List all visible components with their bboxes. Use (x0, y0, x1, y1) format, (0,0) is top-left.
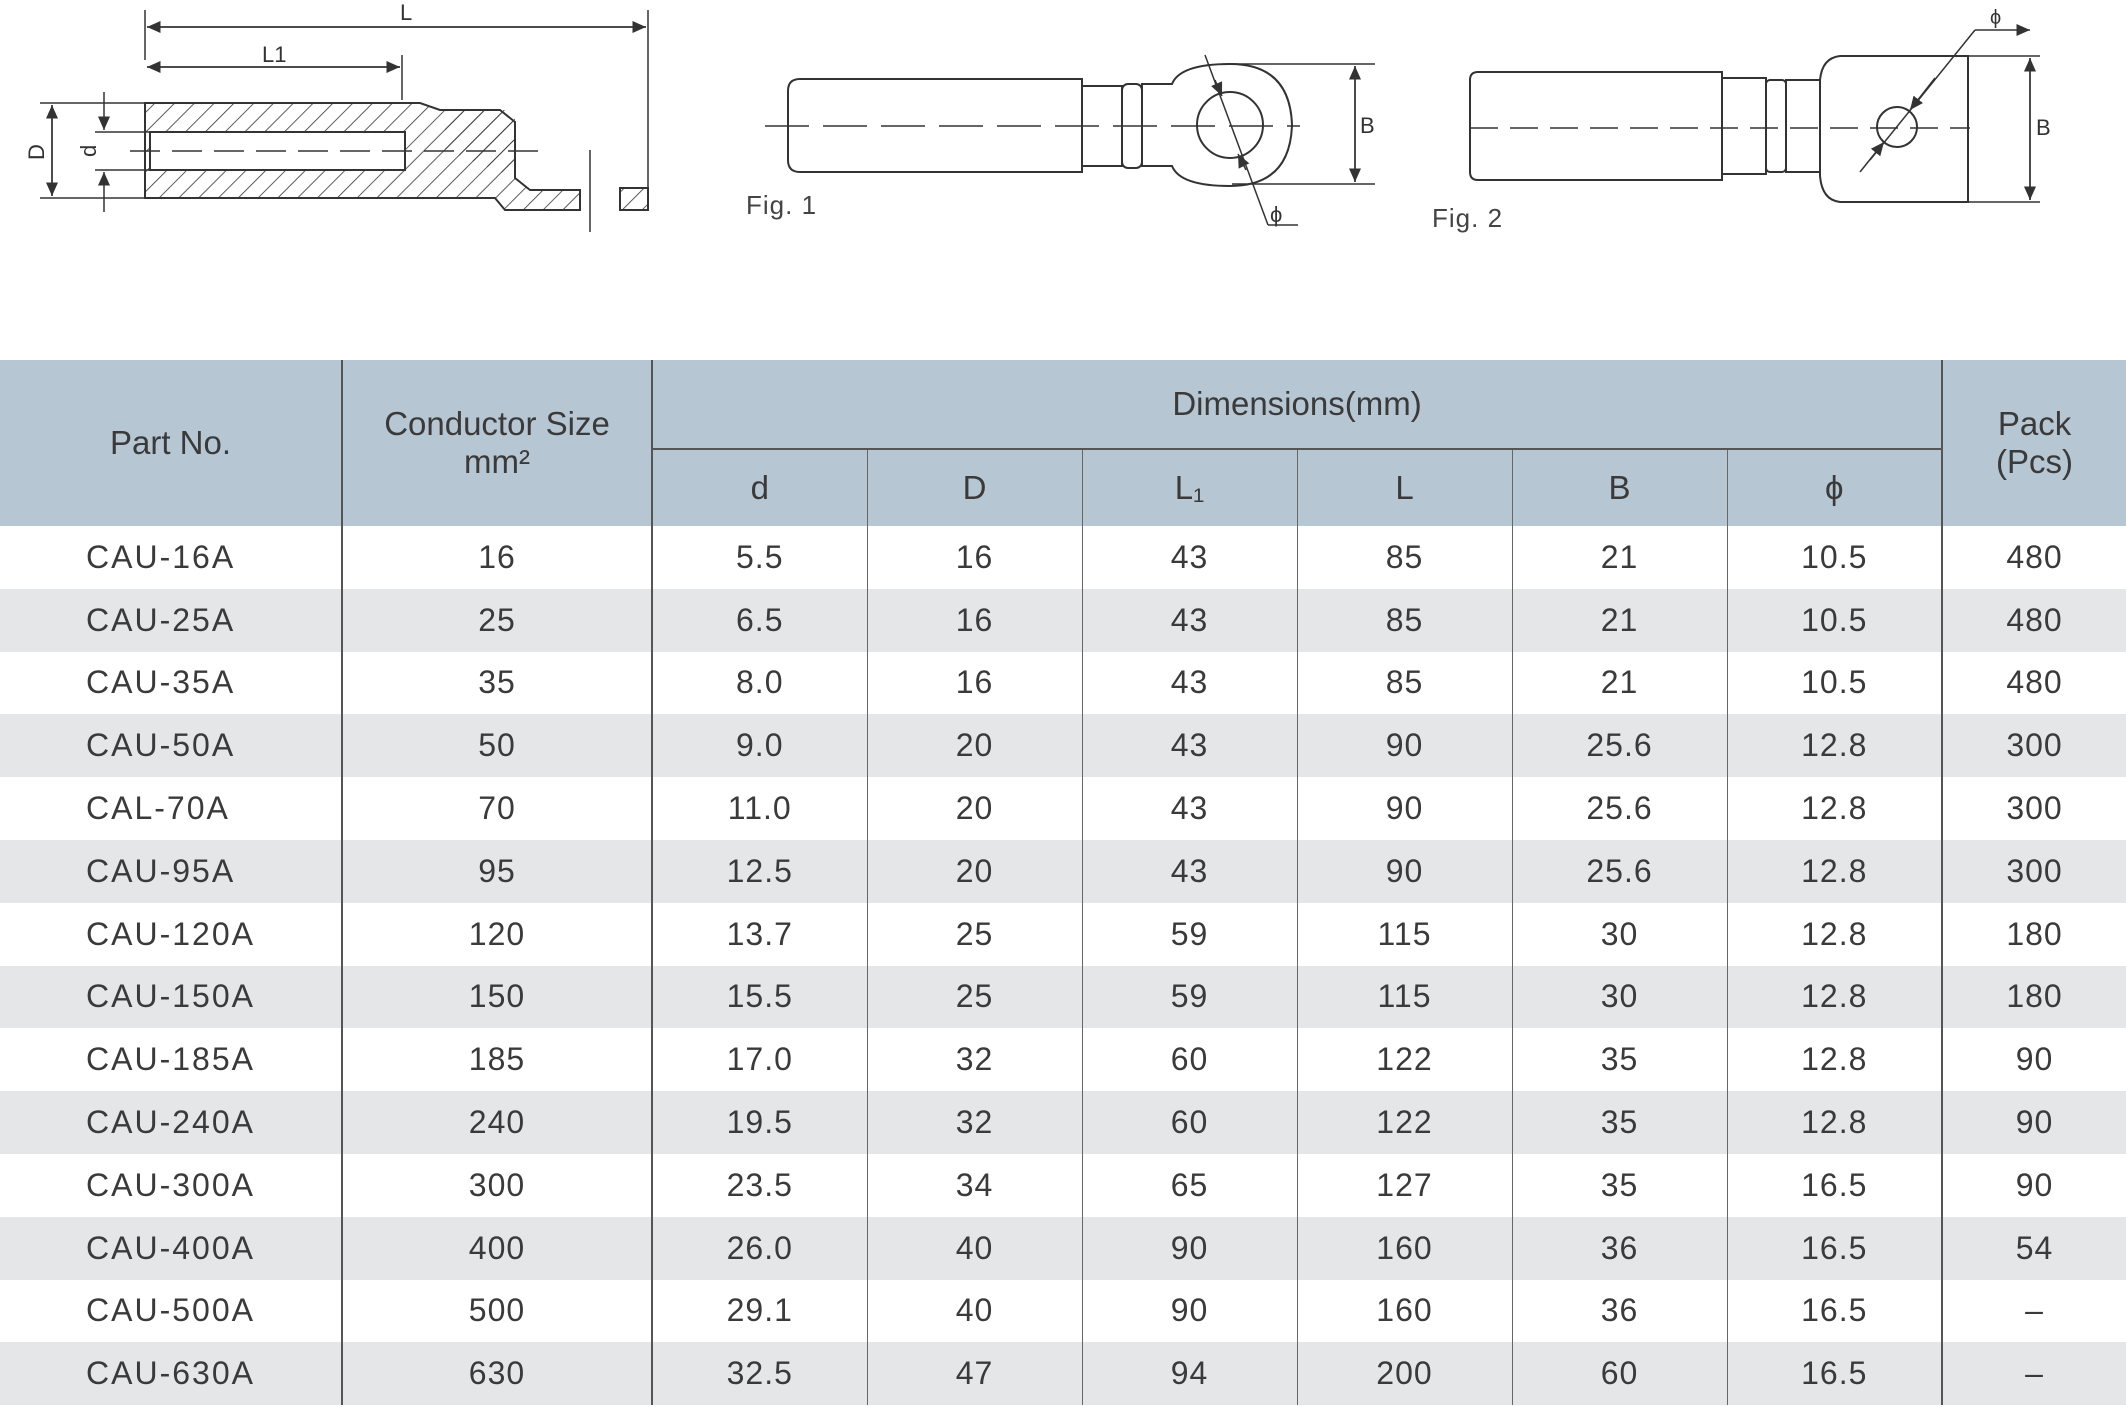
fig1-drawing (765, 55, 1375, 227)
table-cell: 32 (867, 1091, 1082, 1154)
table-cell: 30 (1512, 903, 1727, 966)
table-cell: 12.8 (1727, 777, 1942, 840)
table-cell: 90 (1297, 840, 1512, 903)
fig2-label: Fig. 2 (1432, 203, 1504, 233)
table-row (0, 589, 2126, 652)
table-cell: 60 (1082, 1028, 1297, 1091)
table-cell: 90 (2015, 1041, 2054, 1078)
table-cell: 12.5 (652, 840, 867, 903)
table-cell: 12.8 (1727, 903, 1942, 966)
table-cell: 47 (867, 1342, 1082, 1405)
subheader-cell: D (867, 449, 1082, 526)
table-cell: 8.0 (736, 664, 784, 701)
table-row (0, 840, 2126, 903)
table-cell: CAU-500A (0, 1280, 342, 1343)
table-cell: 20 (867, 840, 1082, 903)
dim-label-phi-fig2: ϕ (1990, 7, 2002, 29)
table-cell: 15.5 (652, 966, 867, 1029)
subheader-cell: B (1512, 449, 1727, 526)
table-cell: CAL-70A (0, 777, 342, 840)
subheader-cell: L (1297, 449, 1512, 526)
header-part-no: Part No. (0, 360, 342, 526)
table-cell: 13.7 (726, 915, 793, 952)
table-row (0, 714, 2126, 777)
table-cell: 90 (1082, 1280, 1297, 1343)
table-cell: CAU-50A (0, 714, 342, 777)
table-cell: 480 (2006, 664, 2063, 701)
section-drawing (24, 0, 648, 232)
table-row (0, 903, 2126, 966)
table-cell: 43 (1082, 652, 1297, 715)
dim-label-phi-fig1: ϕ (1270, 202, 1283, 227)
table-cell: 36 (1512, 1217, 1727, 1280)
table-cell: 16.5 (1727, 1154, 1942, 1217)
table-cell: 20 (867, 777, 1082, 840)
table-cell: CAU-630A (0, 1342, 342, 1405)
table-cell: 90 (1942, 1091, 2126, 1154)
dim-label-L1: L1 (262, 42, 287, 67)
table-cell: 6.5 (652, 589, 867, 652)
table-cell: 16 (342, 526, 652, 589)
table-cell: 43 (1082, 714, 1297, 777)
table-cell: CAU-120A (0, 903, 342, 966)
table-cell: 127 (1297, 1154, 1512, 1217)
table-cell: 21 (1512, 526, 1727, 589)
table-cell: 300 (2006, 790, 2063, 827)
table-cell: 20 (867, 714, 1082, 777)
technical-drawings (0, 0, 2126, 360)
table-cell: 17.0 (726, 1041, 793, 1078)
table-cell: 35 (342, 652, 652, 715)
table-cell: 90 (2015, 1166, 2054, 1203)
table-cell: 29.1 (726, 1292, 793, 1329)
table-cell: CAU-300A (0, 1154, 342, 1217)
table-cell: 60 (1512, 1342, 1727, 1405)
table-cell: 10.5 (1727, 589, 1942, 652)
table-cell: 480 (2006, 538, 2063, 575)
table-cell: CAU-16A (0, 526, 342, 589)
table-cell: 35 (1512, 1028, 1727, 1091)
table-row (0, 1154, 2126, 1217)
table-cell: 40 (867, 1280, 1082, 1343)
table-cell: 25.6 (1512, 714, 1727, 777)
dim-label-L: L (400, 0, 413, 25)
table-cell: 480 (1942, 589, 2126, 652)
table-cell: 180 (2006, 915, 2063, 952)
table-cell: 90 (1297, 777, 1512, 840)
table-cell: 185 (342, 1028, 652, 1091)
table-row (0, 777, 2126, 840)
table-cell: 54 (1942, 1217, 2126, 1280)
table-cell: 115 (1297, 903, 1512, 966)
table-cell: 26.0 (652, 1217, 867, 1280)
header-pack: Pack (Pcs) (1942, 360, 2126, 526)
table-row (0, 1342, 2126, 1405)
table-cell: – (2025, 1292, 2044, 1329)
table-cell: 32 (867, 1028, 1082, 1091)
table-cell: 25.6 (1512, 840, 1727, 903)
table-cell: 43 (1082, 526, 1297, 589)
table-cell: 65 (1082, 1154, 1297, 1217)
table-cell: 11.0 (727, 790, 792, 827)
table-row (0, 1091, 2126, 1154)
table-cell: 43 (1082, 777, 1297, 840)
table-cell: 43 (1082, 589, 1297, 652)
table-cell: 122 (1297, 1028, 1512, 1091)
table-cell: 9.0 (652, 714, 867, 777)
header-conductor-size: Conductor Size mm² (342, 360, 652, 526)
table-cell: 16.5 (1727, 1217, 1942, 1280)
table-cell: 12.8 (1727, 714, 1942, 777)
table-cell: 16.5 (1727, 1342, 1942, 1405)
table-row (0, 1217, 2126, 1280)
table-cell: 160 (1297, 1217, 1512, 1280)
table-cell: 43 (1082, 840, 1297, 903)
fig2-drawing (1470, 7, 2051, 202)
table-cell: CAU-240A (0, 1091, 342, 1154)
spec-table-body (0, 526, 2126, 1405)
table-row (0, 652, 2126, 715)
table-cell: 60 (1082, 1091, 1297, 1154)
dim-label-d: d (76, 144, 101, 157)
table-cell: 85 (1297, 652, 1512, 715)
table-cell: 5.5 (736, 538, 784, 575)
subheader-cell: ϕ (1727, 449, 1942, 526)
table-cell: CAU-95A (0, 840, 342, 903)
table-row (0, 1028, 2126, 1091)
table-cell: 300 (342, 1154, 652, 1217)
table-cell: 160 (1297, 1280, 1512, 1343)
table-cell: 50 (342, 714, 652, 777)
fig1-label: Fig. 1 (746, 190, 818, 220)
table-cell: CAU-150A (0, 966, 342, 1029)
table-cell: 122 (1297, 1091, 1512, 1154)
table-cell: 32.5 (652, 1342, 867, 1405)
subheader-cell: L₁ (1082, 449, 1297, 526)
table-cell: CAU-400A (0, 1217, 342, 1280)
table-cell: 19.5 (652, 1091, 867, 1154)
table-row (0, 966, 2126, 1029)
table-cell: 35 (1512, 1091, 1727, 1154)
dim-label-D: D (24, 144, 49, 160)
table-cell: 21 (1512, 589, 1727, 652)
table-cell: 59 (1082, 966, 1297, 1029)
table-cell: 25 (342, 589, 652, 652)
table-cell: 16 (867, 526, 1082, 589)
table-cell: 85 (1297, 526, 1512, 589)
table-cell: 12.8 (1727, 840, 1942, 903)
table-cell: 25 (867, 903, 1082, 966)
table-cell: CAU-185A (0, 1028, 342, 1091)
table-cell: 630 (342, 1342, 652, 1405)
table-cell: 200 (1297, 1342, 1512, 1405)
table-cell: 150 (342, 966, 652, 1029)
table-cell: 35 (1512, 1154, 1727, 1217)
table-cell: – (1942, 1342, 2126, 1405)
table-cell: 70 (342, 777, 652, 840)
subheader-cell: d (652, 449, 867, 526)
table-cell: 16 (867, 652, 1082, 715)
table-cell: 23.5 (726, 1166, 793, 1203)
table-cell: 180 (1942, 966, 2126, 1029)
table-cell: 25 (867, 966, 1082, 1029)
table-cell: 400 (342, 1217, 652, 1280)
table-cell: 36 (1512, 1280, 1727, 1343)
table-row (0, 1280, 2126, 1343)
table-row (0, 526, 2126, 589)
header-dimensions: Dimensions(mm) (652, 360, 1942, 449)
table-cell: 34 (867, 1154, 1082, 1217)
table-cell: 300 (1942, 840, 2126, 903)
table-cell: 12.8 (1727, 1091, 1942, 1154)
table-cell: 90 (1082, 1217, 1297, 1280)
table-cell: 94 (1082, 1342, 1297, 1405)
table-cell: 59 (1082, 903, 1297, 966)
table-cell: 25.6 (1512, 777, 1727, 840)
spec-table (0, 360, 2126, 1405)
table-cell: 21 (1512, 652, 1727, 715)
table-cell: 10.5 (1727, 526, 1942, 589)
table-cell: 95 (342, 840, 652, 903)
dim-label-B-fig1: B (1360, 113, 1375, 138)
table-cell: 12.8 (1727, 1028, 1942, 1091)
table-cell: 10.5 (1727, 652, 1942, 715)
table-cell: 115 (1297, 966, 1512, 1029)
table-cell: CAU-25A (0, 589, 342, 652)
table-cell: 300 (1942, 714, 2126, 777)
table-cell: 120 (342, 903, 652, 966)
table-cell: 16 (867, 589, 1082, 652)
table-cell: 16.5 (1727, 1280, 1942, 1343)
table-cell: 90 (1297, 714, 1512, 777)
table-cell: 85 (1297, 589, 1512, 652)
table-cell: 40 (867, 1217, 1082, 1280)
table-cell: 30 (1512, 966, 1727, 1029)
table-cell: 500 (342, 1280, 652, 1343)
dim-label-B-fig2: B (2036, 115, 2051, 140)
table-cell: 12.8 (1727, 966, 1942, 1029)
table-cell: 240 (342, 1091, 652, 1154)
table-cell: CAU-35A (0, 652, 342, 715)
